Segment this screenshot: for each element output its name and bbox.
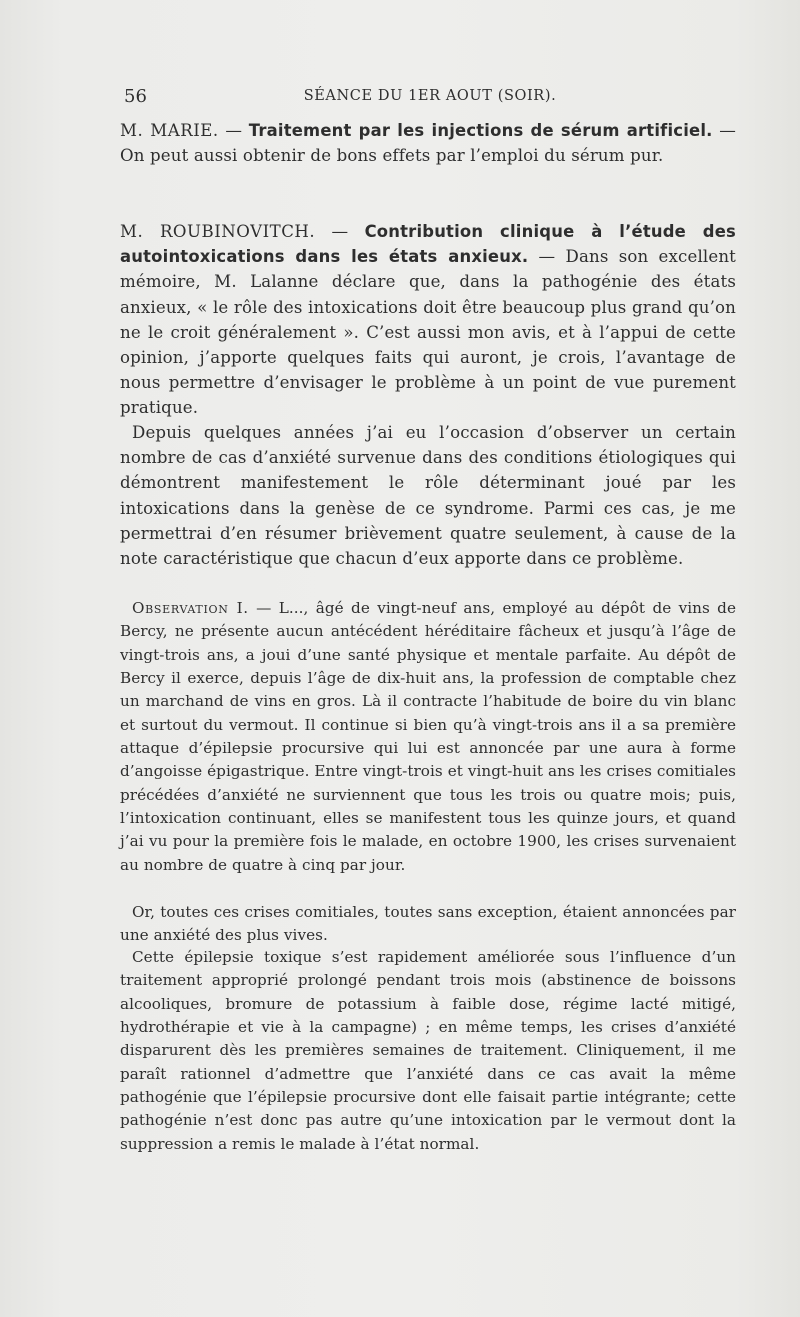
roubinovitch-text: — Dans son excellent mémoire, M. Lalanne déclare que, dans la pathogénie des états anxieux, « le rôle des intoxications doit être beaucoup plus grand qu’on ne le croit généralement ». C’est aussi mon avis, et à l’appui de cette opinion, j’apporte quelques faits qui auront, je crois, l’avantage de nous permettre d’envisager le problème à un point de vue purement pratique.	[120, 247, 736, 418]
announcement-paragraph: Or, toutes ces crises comitiales, toutes sans exception, étaient annoncées par une anxiété des plus vives.	[120, 903, 736, 945]
observation-text: — L..., âgé de vingt-neuf ans, employé au dépôt de vins de Bercy, ne présente aucun antécédent héréditaire fâcheux et jusqu’à l’âge de vingt-trois ans, a joui d’une santé physique et mentale parfaite. Au dépôt de Bercy il exerce, depuis l’âge de dix-huit ans, la profession de comptable chez un marchand de vins en gros. Là il contracte l’habitude de boire du vin blanc et surtout du vermout. Il continue si bien qu’à vingt-trois ans il a sa première attaque d’épilepsie procursive qui lui est annoncée par une aura à forme d’angoisse épigastrique. Entre vingt-trois et vingt-huit ans les crises comitiales précédées d’anxiété ne surviennent que tous les trois ou quatre mois; puis, l’intoxication continuant, elles se manifestent tous les quinze jours, et quand j’ai vu pour la première fois le malade, en octobre 1900, les crises survenaient au nombre de quatre à cinq par jour.	[120, 599, 736, 874]
marie-speaker: M. MARIE.	[120, 121, 219, 140]
running-head: SÉANCE DU 1ER AOUT (SOIR).	[303, 88, 557, 104]
page-header	[124, 86, 736, 110]
treatment-paragraph: Cette épilepsie toxique s’est rapidement améliorée sous l’influence d’un traitement approprié prolongé pendant trois mois (abstinence de boissons alcooliques, bromure de potassium à faible dose, régime lacté mitigé, hydrothérapie et vie à la campagne) ; en même temps, les crises d’anxiété disparurent dès les premières semaines de traitement. Cliniquement, il me paraît rationnel d’admettre que l’anxiété dans ce cas avait la même pathogénie que l’épilepsie procursive dont elle faisait partie intégrante; cette pathogénie n’est donc pas autre qu’une intoxication par le vermout dont la suppression a remis le malade à l’état normal.	[120, 948, 736, 1153]
marie-text: — On peut aussi obtenir de bons effets par l’emploi du sérum pur.	[120, 121, 737, 166]
roubinovitch-speaker: M. ROUBINOVITCH.	[120, 222, 316, 241]
marie-paragraph	[120, 118, 736, 168]
page-number: 56	[124, 86, 147, 107]
marie-dash: —	[218, 121, 249, 140]
roubinovitch-paragraph	[120, 219, 736, 421]
opening-paragraph: Depuis quelques années j’ai eu l’occasion d’observer un certain nombre de cas d’anxiété survenue dans des conditions étiologiques qui démontrent manifestement le rôle déterminant joué par les intoxications dans la genèse de ce syndrome. Parmi ces cas, je me permettrai d’en résumer brièvement quatre seulement, à cause de la note caractéristique que chacun d’eux apporte dans ce problème.	[120, 423, 736, 569]
marie-title: Traitement par les injections de sérum artificiel.	[248, 121, 713, 140]
observation-label: Observation I.	[132, 599, 249, 617]
observation-paragraph	[120, 597, 736, 877]
roubinovitch-title: Contribution clinique à l’étude des autointoxications dans les états anxieux.	[120, 222, 737, 267]
roubinovitch-dash: —	[315, 222, 365, 241]
